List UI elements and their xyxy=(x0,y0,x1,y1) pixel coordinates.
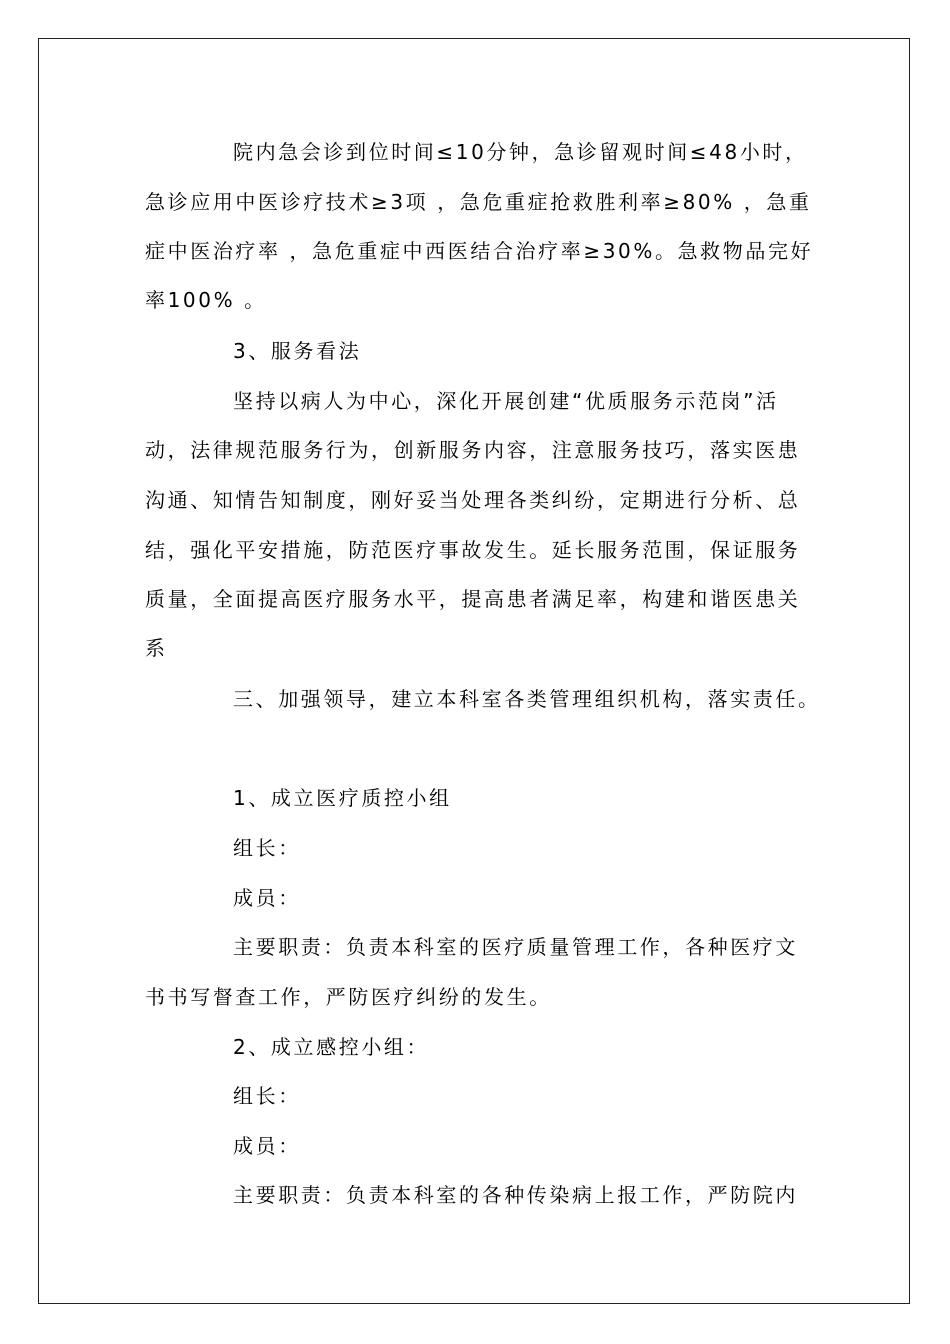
paragraph-line: 率100% 。 xyxy=(145,288,267,312)
paragraph-line: 沟通、知情告知制度，刚好妥当处理各类纠纷，定期进行分析、总 xyxy=(145,488,801,512)
field-label-leader: 组长： xyxy=(233,836,301,860)
field-label-members: 成员： xyxy=(233,1134,301,1158)
field-label-members: 成员： xyxy=(233,886,301,910)
subsection-heading: 1、成立医疗质控小组 xyxy=(233,786,452,810)
paragraph-line: 系 xyxy=(145,636,168,660)
section-heading: 三、加强领导，建立本科室各类管理组织机构，落实责任。 xyxy=(233,687,821,711)
paragraph-line: 院内急会诊到位时间≤10分钟，急诊留观时间≤48小时， xyxy=(233,140,808,164)
subsection-heading: 2、成立感控小组： xyxy=(233,1035,430,1059)
page-border xyxy=(38,38,910,1304)
section-heading: 3、服务看法 xyxy=(233,339,362,363)
paragraph-line: 结，强化平安措施，防范医疗事故发生。延长服务范围，保证服务 xyxy=(145,538,801,562)
paragraph-line: 书书写督查工作，严防医疗纠纷的发生。 xyxy=(145,985,552,1009)
paragraph-line: 质量，全面提高医疗服务水平，提高患者满足率，构建和谐医患关 xyxy=(145,587,801,611)
field-label-leader: 组长： xyxy=(233,1084,301,1108)
paragraph-line: 动，法律规范服务行为，创新服务内容，注意服务技巧，落实医患 xyxy=(145,438,801,462)
paragraph-line: 主要职责：负责本科室的各种传染病上报工作，严防院内 xyxy=(233,1183,798,1207)
paragraph-line: 坚持以病人为中心，深化开展创建“优质服务示范岗”活 xyxy=(233,389,779,413)
paragraph-line: 急诊应用中医诊疗技术≥3项 ，急危重症抢救胜利率≥80% ，急重 xyxy=(145,190,812,214)
paragraph-line: 主要职责：负责本科室的医疗质量管理工作，各种医疗文 xyxy=(233,935,798,959)
paragraph-line: 症中医治疗率 ，急危重症中西医结合治疗率≥30%。急救物品完好 xyxy=(145,239,814,263)
